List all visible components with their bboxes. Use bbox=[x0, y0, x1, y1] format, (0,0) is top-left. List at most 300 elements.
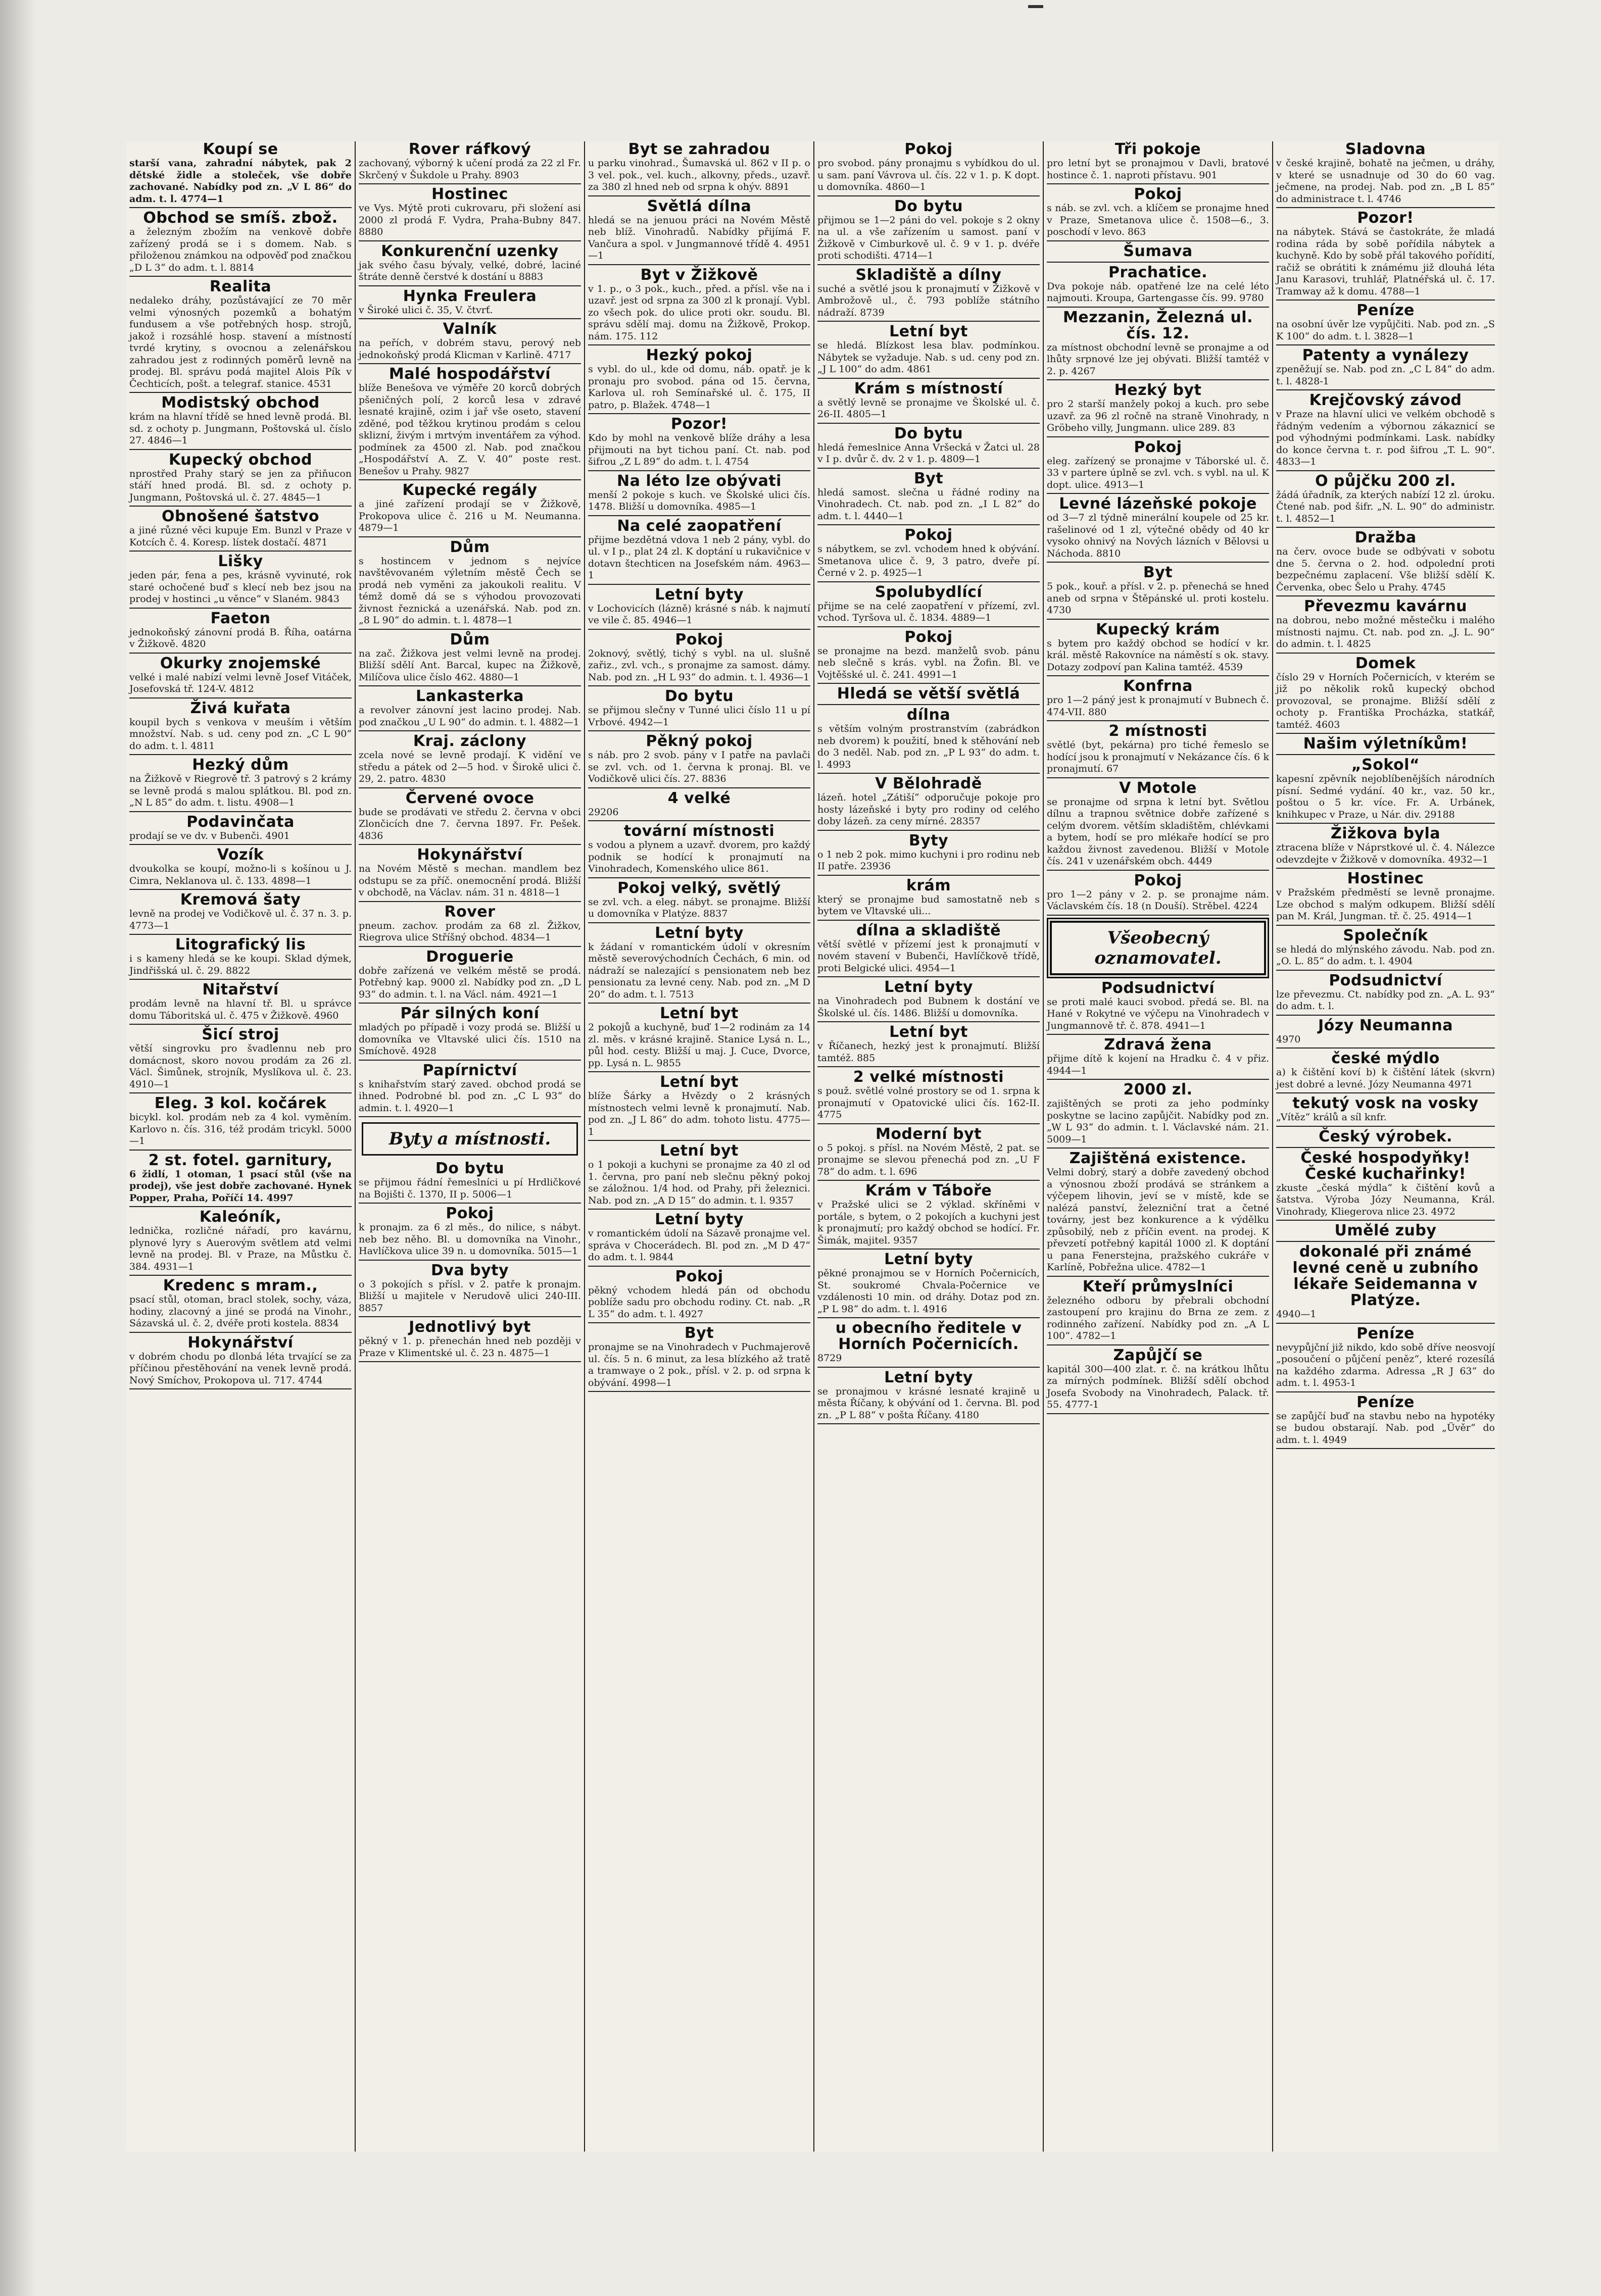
ad-body: s vybl. do ul., kde od domu, náb. opatř. je k pronaju pro svobod. pána od 15. června, Karlova ul. roh Semínařské ul. č. 175, II patro, p. Blažek. 4748—1 bbox=[588, 364, 810, 411]
ad-title: Kredenc s mram., bbox=[163, 1277, 318, 1294]
ad-body: jak svého času bývaly, velké, dobré, laciné štráte denně čerstvé k dostání u 8883 bbox=[359, 259, 581, 282]
classified-ad bbox=[359, 1063, 581, 1118]
classified-ad bbox=[1047, 141, 1269, 184]
ad-body: na dobrou, nebo možné městečku i malého místnosti najmu. Ct. nab. pod zn. „J. L. 90“ do admin. t. l. 4825 bbox=[1276, 615, 1495, 650]
ad-body: „Vítěz“ králů a síl knfr. bbox=[1276, 1112, 1387, 1123]
classifieds-column-1 bbox=[126, 141, 355, 2152]
classified-ad bbox=[817, 923, 1040, 978]
classified-ad bbox=[359, 288, 581, 320]
ad-title: Zapůjčí se bbox=[1113, 1346, 1203, 1364]
ad-title: české mýdlo bbox=[1331, 1050, 1440, 1067]
classified-ad bbox=[817, 1320, 1040, 1368]
ad-body: Kdo by mohl na venkově blíže dráhy a lesa přijmouti na byt tichou paní. Ct. nab. pod šifrou „Z L 89“ do adm. t. l. 4754 bbox=[588, 432, 810, 467]
ad-title: Do bytu bbox=[894, 197, 963, 215]
ad-body: nprostřed Prahy starý se jen za přiňucon stáří hned prodá. Bl. sd. z ochoty p. Jungmann, Poštovská ul. č. 27. 4845—1 bbox=[129, 468, 352, 503]
ad-title: Kupecký obchod bbox=[169, 451, 312, 469]
ad-title: Peníze bbox=[1356, 1393, 1415, 1411]
ad-title: Pokoj bbox=[904, 526, 953, 544]
ad-title: 2 st. fotel. garnitury, bbox=[148, 1151, 333, 1169]
ad-body: Dva pokoje náb. opatřené lze na celé léto najmouti. Kroupa, Gartengasse čís. 99. 9780 bbox=[1047, 280, 1269, 304]
ad-title: Hokynářství bbox=[187, 1333, 294, 1352]
ad-title: V Motole bbox=[1119, 779, 1197, 797]
ad-title: Lankasterka bbox=[416, 687, 524, 705]
classified-ad bbox=[817, 776, 1040, 831]
classified-ad bbox=[129, 1027, 352, 1093]
classified-ad bbox=[588, 347, 810, 414]
classified-ad bbox=[129, 141, 352, 208]
classified-ad bbox=[588, 1006, 810, 1072]
classified-ad bbox=[359, 141, 581, 184]
classified-ad bbox=[588, 823, 810, 878]
ad-title: Eleg. 3 kol. kočárek bbox=[154, 1094, 327, 1112]
ad-title: Letní byty bbox=[655, 924, 744, 942]
ad-title: Pozor! bbox=[670, 415, 728, 433]
classifieds-column-6 bbox=[1273, 141, 1498, 2152]
ad-title: dílna a skladiště bbox=[856, 921, 1001, 939]
classified-ad bbox=[1047, 1151, 1269, 1277]
ad-body: blíže Benešova ve výměře 20 korců dobrých pšeničných polí, 2 korců lesa v zdravé lesnaté krajině, ozim i jař vše oseto, stavení zděné, pod těžkou krytinou prodám s celou sklizní, živým i mrtvým inventářem za výhod. podmínek za 4500 zl. Nab. pod značkou „Hospodářství A. Z. V. 40“ poste rest. Benešov u Prahy. 9827 bbox=[359, 382, 581, 477]
ad-title: Konfrna bbox=[1123, 677, 1193, 695]
ad-title: 4 velké bbox=[667, 789, 731, 807]
ad-title: 2000 zl. bbox=[1123, 1081, 1193, 1099]
ad-title: Kupecké regály bbox=[402, 481, 538, 499]
classified-ad bbox=[129, 395, 352, 450]
ad-title: České hospodyňky! České kuchařinky! bbox=[1300, 1149, 1471, 1183]
classified-ad bbox=[1276, 210, 1495, 301]
ad-title: „Sokol“ bbox=[1351, 756, 1420, 774]
classified-ad bbox=[588, 1074, 810, 1141]
ad-body: dobře zařízená ve velkém městě se prodá. Potřebný kap. 9000 zl. Nabídky pod zn. „D L 93“ do admin. t. l. na Václ. nám. 4921—1 bbox=[359, 965, 581, 1000]
ad-body: který se pronajme bud samostatně neb s bytem ve Vltavské uli... bbox=[817, 893, 1040, 917]
ad-body: se hledá. Blízkost lesa blav. podmínkou. Nábytek se vyžaduje. Nab. s ud. ceny pod zn. „J L 100“ do adm. 4861 bbox=[817, 340, 1040, 375]
classified-ad bbox=[817, 686, 1040, 705]
ad-body: lednička, rozličné nářadí, pro kavárnu, plynové lyry s Auerovým světlem atd velmi levně na prodej. Bl. v Praze, na Můstku č. 384. 4931—1 bbox=[129, 1225, 352, 1272]
ad-body: pěkný v 1. p. přenechán hned neb později v Praze v Klimentské ul. č. 23 n. 4875—1 bbox=[359, 1335, 581, 1359]
classified-ad bbox=[817, 584, 1040, 627]
classifieds-column-3 bbox=[585, 141, 813, 2152]
ad-body: o 1 pokoji a kuchyni se pronajme za 40 zl od 1. června, pro paní neb slečnu pěkný pokoj se záložnou. 1/4 hod. od Prahy, při železnici. Nab. pod zn. „A D 15“ do admin. t. l. 9357 bbox=[588, 1159, 810, 1206]
classified-ad bbox=[1276, 928, 1495, 971]
classified-ad bbox=[129, 1153, 352, 1208]
classified-ad bbox=[588, 1143, 810, 1210]
ad-title: Letní byty bbox=[884, 978, 973, 996]
ad-title: Józy Neumanna bbox=[1318, 1016, 1453, 1034]
ad-title: Jednotlivý byt bbox=[409, 1318, 531, 1336]
classified-ad bbox=[817, 979, 1040, 1022]
classified-ad bbox=[817, 629, 1040, 684]
ad-title: Podsudnictví bbox=[1329, 971, 1442, 989]
ad-title: Peníze bbox=[1356, 302, 1415, 319]
classified-ad bbox=[359, 847, 581, 902]
ad-body: v romantickém údolí na Sázavě pronajme vel. správa v Chocerádech. Bl. pod zn. „M D 47“ do adm. t. l. 9844 bbox=[588, 1228, 810, 1263]
ad-title: Faeton bbox=[210, 609, 271, 627]
ad-body: psací stůl, otoman, bracl stolek, sochy, váza, hodiny, zlacovný a jiné se prodá na Vinohr., Sázavská ul. č. 2, dvéře proti kostela. 8834 bbox=[129, 1294, 352, 1329]
classified-ad bbox=[359, 1206, 581, 1261]
classified-ad bbox=[129, 611, 352, 654]
ad-title: V Bělohradě bbox=[875, 775, 982, 792]
ad-body: s nábytkem, se zvl. vchodem hned k obývání. Smetanova ulice č. 9, 3 patro, dveře pí. Černé v 2. p. 4925—1 bbox=[817, 543, 1040, 578]
ad-body: pro svobod. pány pronajmu s vybídkou do ul. u sam. paní Vávrova ul. čís. 22 v 1. p. K dopt. u domovníka. 4860—1 bbox=[817, 158, 1040, 192]
ad-title: Dražba bbox=[1354, 529, 1417, 546]
ad-title: Letní byt bbox=[889, 323, 968, 340]
ad-title: Pokoj bbox=[904, 141, 953, 158]
ad-body: jeden pár, fena a pes, krásně vyvinuté, rok staré ochočené buď s klecí neb bez jsou na prodej v hostinci „u věnce“ v Slaném. 9843 bbox=[129, 570, 352, 605]
ad-body: s bytem pro každý obchod se hodící v kr. král. městě Rakovníce na náměstí s ok. stavy. Dotazy zodpoví pan Kalina tamtéž. 4539 bbox=[1047, 637, 1269, 673]
classified-ad bbox=[588, 632, 810, 687]
ad-body: o 3 pokojích s přísl. v 2. patře k pronajm. Bližší u majitele v Nerudově ulici 240-III. 8857 bbox=[359, 1278, 581, 1314]
ad-title: Kupecký krám bbox=[1096, 620, 1220, 638]
ad-title: Letní byt bbox=[660, 1005, 739, 1022]
classified-ad bbox=[1047, 1037, 1269, 1080]
ad-body: u parku vinohrad., Šumavská ul. 862 v II p. o 3 vel. pok., vel. kuch., alkovny, předs., uzavř. za 380 zl hned neb od srpna k ohýv. 8891 bbox=[588, 158, 810, 192]
classified-ad bbox=[1276, 736, 1495, 755]
classified-ad bbox=[129, 1278, 352, 1333]
ad-body: 8729 bbox=[817, 1353, 842, 1364]
ad-title: Pokoj bbox=[904, 628, 953, 646]
ad-title: Malé hospodářství bbox=[389, 365, 551, 383]
classified-ad bbox=[359, 1263, 581, 1318]
classified-ad bbox=[588, 416, 810, 471]
ad-title: Dům bbox=[450, 630, 490, 648]
classified-ad bbox=[1276, 1326, 1495, 1392]
ad-title: Letní byty bbox=[884, 1368, 973, 1386]
ad-body: ve Vys. Mýtě proti cukrovaru, při složení asi 2000 zl prodá F. Vydra, Praha-Bubny 847. 8880 bbox=[359, 203, 581, 237]
classified-ad bbox=[1047, 1279, 1269, 1345]
ad-body: se zapůjčí buď na stavbu nebo na hypotéky se budou obstarají. Nab. pod „Üvěr“ do adm. t. l. 4949 bbox=[1276, 1410, 1495, 1445]
newspaper-classifieds bbox=[126, 141, 1498, 2152]
ad-title: Hezký dům bbox=[192, 756, 289, 774]
classified-ad bbox=[1047, 873, 1269, 916]
ad-title: Šicí stroj bbox=[202, 1026, 279, 1043]
ad-body: s náb. se zvl. vch. a klíčem se pronajme hned v Praze, Smetanova ulice č. 1508—6., 3. poschodí v levo. 863 bbox=[1047, 203, 1269, 237]
classified-ad bbox=[1047, 265, 1269, 308]
ad-body: kapesní zpěvník nejoblíbenějších národních písní. Sedmé vydání. 40 kr., vaz. 50 kr., poštou o 5 kr. více. Fr. A. Urbánek, knihkupec v Praze, u Nár. div. 29188 bbox=[1276, 773, 1495, 820]
ad-body: k žádaní v romantickém údolí v okresním městě severovýchodních Čechách, 6 min. od nádraží se nalezající s pensionatem neb bez pensionatu za levné ceny. Nab. pod zn. „M D 20“ do adm. t. l. 7513 bbox=[588, 941, 810, 1000]
ad-title: Hynka Freulera bbox=[403, 287, 537, 305]
ad-title: krám bbox=[906, 876, 951, 894]
ad-title: Kteří průmyslníci bbox=[1082, 1277, 1234, 1295]
classified-ad bbox=[1047, 496, 1269, 563]
ad-body: přijme se na celé zaopatření v přízemí, zvl. vchod. Tyršova ul. č. 1834. 4889—1 bbox=[817, 600, 1040, 623]
ad-body: lze převezmu. Ct. nabídky pod zn. „A. L. 93“ do adm. t. l. bbox=[1276, 988, 1495, 1012]
ad-body: číslo 29 v Horních Počernicích, v kterém se již po několik roků kupecký obchod provozoval, se pronajme. Bližší sdělí z ochoty p. Františka Procházka, statkář, tamtéž. 4603 bbox=[1276, 671, 1495, 730]
ad-body: 2oknový, světlý, tichý s vybl. na ul. slušně zařiz., zvl. vch., s pronajme za samost. dámy. Nab. pod zn. „H L 93“ do admin. t. l. 4936—1 bbox=[588, 647, 810, 683]
ad-title: Nitařství bbox=[202, 981, 279, 999]
classified-ad bbox=[129, 701, 352, 756]
ad-body: prodám levně na hlavní tř. Bl. u správce domu Táboritská ul. č. 475 v Žižkově. 4960 bbox=[129, 998, 352, 1021]
classified-ad bbox=[588, 587, 810, 630]
ad-body: pro 2 starší manžely pokoj a kuch. pro sebe uzavř. za 96 zl ročně na straně Vinohrady, n Gröbeho villy, Jungmann. ulice 289. 83 bbox=[1047, 398, 1269, 433]
classified-ad bbox=[817, 1370, 1040, 1425]
ad-body: s hostincem v jednom s nejvíce navštěvovaném výletním městě Čech se prodá neb vyměni za jakoukoli realitu. V témž domě dá se s výhodou provozovati živnost řeznická a uzenářská. Nab. pod zn. „8 L 90“ do admin. t. l. 4878—1 bbox=[359, 555, 581, 626]
ad-title: Krám s místností bbox=[854, 379, 1003, 397]
ad-title: Hezký pokoj bbox=[646, 346, 753, 364]
ad-title: Byt v Žižkově bbox=[640, 266, 758, 284]
classified-ad bbox=[588, 880, 810, 923]
ad-body: a světlý levně se pronajme ve Školské ul. č. 26-II. 4805—1 bbox=[817, 396, 1040, 420]
ad-body: v Pražském předměstí se levně pronajme. Lze obchod s malým odkupem. Bližší sdělí pan M. Král, Jungman. tř. č. 25. 4914—1 bbox=[1276, 887, 1495, 922]
ad-title: Lišky bbox=[218, 553, 263, 570]
ad-body: a jiné zařízení prodají se v Žižkově, Prokopova ulice č. 216 u M. Neumanna. 4879—1 bbox=[359, 498, 581, 533]
classified-ad bbox=[817, 833, 1040, 876]
classified-ad bbox=[1276, 1223, 1495, 1242]
ad-title: Kraj. záclony bbox=[413, 732, 527, 750]
ad-body: eleg. zařízený se pronajme v Táborské ul. č. 33 v partere úplně se zvl. vch. s vybl. na ul. K dopt. ulice. 4913—1 bbox=[1047, 455, 1269, 490]
classified-ad bbox=[129, 656, 352, 698]
classified-ad bbox=[588, 1212, 810, 1267]
ad-title: Letní byty bbox=[655, 1211, 744, 1228]
ad-body: světlé (byt, pekárna) pro tiché řemeslo se hodící jsou k pronajmutí v Nekázance čís. 6 k pronajmutí. 67 bbox=[1047, 739, 1269, 774]
classified-ad bbox=[129, 452, 352, 507]
ad-body: s použ. světlé volné prostory se od 1. srpna k pronajmutí v Opatovické ulici čís. 162-II. 4775 bbox=[817, 1085, 1040, 1120]
ad-body: od 3—7 zl týdně minerální koupele od 25 kr. rašelinové od 1 zl, výtečné obědy od 40 kr vysoko ohnivý na Nových lázních v Bělovsi u Náchoda. 8810 bbox=[1047, 512, 1269, 559]
classified-ad bbox=[1047, 980, 1269, 1035]
classifieds-column-2 bbox=[356, 141, 584, 2152]
ad-body: o 1 neb 2 pok. mimo kuchyni i pro rodinu neb II patře. 23936 bbox=[817, 848, 1040, 872]
ad-body: se pronajme na bezd. manželů svob. pánu neb slečně s krás. vybl. na Žofin. Bl. ve Vojtěšské ul. č. 241. 4991—1 bbox=[817, 645, 1040, 680]
ad-body: pěkné pronajmou se v Horních Počernicích, St. soukromé Chvala-Počernice ve vzdálenosti 10 min. od dráhy. Dotaz pod zn. „P L 98“ do adm. t. l. 4916 bbox=[817, 1268, 1040, 1315]
ad-title: Na léto lze obývati bbox=[617, 472, 782, 490]
ad-title: Domek bbox=[1355, 654, 1416, 672]
classified-ad bbox=[817, 878, 1040, 921]
classified-ad bbox=[1047, 780, 1269, 871]
classified-ad bbox=[129, 982, 352, 1025]
classified-ad bbox=[359, 539, 581, 630]
classified-ad bbox=[817, 1126, 1040, 1181]
ad-body: velké i malé nabízí velmi levně Josef Vitáček, Josefovská tř. 124-V. 4812 bbox=[129, 671, 352, 694]
ad-title: tekutý vosk na vosky bbox=[1292, 1094, 1479, 1112]
ad-body: i s kameny hledá se ke koupi. Sklad dýmek, Jindřišská ul. č. 29. 8822 bbox=[129, 953, 352, 976]
ad-body: s vodou a plynem a uzavř. dvorem, pro každý podnik se hodící k pronajmutí na Vinohradech, Komenského ulice 861. bbox=[588, 839, 810, 874]
classified-ad bbox=[1276, 303, 1495, 345]
classified-ad bbox=[1276, 598, 1495, 654]
ad-body: v Široké ulici č. 35, V. čtvrť. bbox=[359, 304, 493, 316]
ad-body: zachovaný, výborný k učení prodá za 22 zl Fr. Skrčený v Šukdole u Prahy. 8903 bbox=[359, 158, 581, 181]
ad-title: Rover ráfkový bbox=[408, 141, 531, 158]
classified-ad bbox=[129, 279, 352, 393]
ad-title: Valník bbox=[443, 320, 497, 338]
ad-body: v Praze na hlavní ulici ve velkém obchodě s řádným vedením a výbornou zákaznicí se pod výhodnými podmínkami. Lask. nabídky do konce června t. r. pod šifrou „T. L. 90“. 4833—1 bbox=[1276, 409, 1495, 467]
classified-ad bbox=[359, 1319, 581, 1362]
ad-body: se přijmou slečny v Tunné ulici číslo 11 u pí Vrbové. 4942—1 bbox=[588, 705, 810, 728]
ad-body: pronajme se na Vinohradech v Puchmajerově ul. čís. 5 n. 6 minut, za lesa blízkého až tratě a tramwaye o 2 pok., přísl. v 2. p. od srpna k obývání. 4998—1 bbox=[588, 1341, 810, 1388]
classified-ad bbox=[1276, 1129, 1495, 1148]
ad-body: větší světlé v přízemí jest k pronajmutí v novém stavení v Bubenči, Havlíčkově třídě, proti Belgické ulici. 4954—1 bbox=[817, 938, 1040, 974]
classified-ad bbox=[129, 892, 352, 935]
ad-body: blíže Šárky a Hvězdy o 2 krásných místnostech velmi levně k pronajmutí. Nab. pod zn. „J L 86“ do adm. tohoto listu. 4775—1 bbox=[588, 1090, 810, 1137]
scan-mark bbox=[1028, 5, 1043, 8]
classified-ad bbox=[1047, 622, 1269, 677]
ad-body: bicykl. kol. prodám neb za 4 kol. vyměním. Karlovo n. čís. 316, též prodám tricykl. 5000—1 bbox=[129, 1112, 352, 1146]
ad-title: Skladiště a dílny bbox=[855, 266, 1002, 284]
classified-ad bbox=[817, 707, 1040, 774]
classified-ad bbox=[588, 267, 810, 346]
ad-body: kapitál 300—400 zlat. r. č. na krátkou lhůtu za mírných podmínek. Bližší sdělí obchod Josefa Svobody na Vinohradech, Palack. tř. 55. 4777-1 bbox=[1047, 1363, 1269, 1410]
ad-title: O půjčku 200 zl. bbox=[1315, 472, 1456, 490]
classified-ad bbox=[359, 482, 581, 537]
ad-body: 4940—1 bbox=[1276, 1309, 1317, 1320]
ad-body: s náb. pro 2 svob. pány v I patře na pavlači se zvl. vch. od 1. června k pronaj. Bl. ve Vodičkově ulici čís. 27. 8836 bbox=[588, 750, 810, 784]
scan-shadow bbox=[0, 0, 35, 2296]
classified-ad bbox=[588, 1325, 810, 1392]
ad-body: v Pražské ulici se 2 výklad. skříněmi v portále, s bytem, o 2 pokojích a kuchyni jest k pronajmutí; pro každý obchod se hodící. Fr. Šimák, majitel. 9357 bbox=[817, 1199, 1040, 1246]
ad-title: Na celé zaopatření bbox=[617, 517, 782, 535]
ad-title: Pěkný pokoj bbox=[646, 732, 753, 750]
ad-title: Sladovna bbox=[1345, 141, 1426, 158]
classified-ad bbox=[1276, 141, 1495, 208]
ad-body: větší singrovku pro švadlennu neb pro domácnost, skoro novou prodám za 26 zl. Václ. Šimůnek, strojník, Myslíkova ul. č. 23. 4910—1 bbox=[129, 1043, 352, 1090]
ad-title: Droguerie bbox=[426, 947, 514, 966]
classified-ad bbox=[588, 790, 810, 822]
ad-body: 4970 bbox=[1276, 1033, 1301, 1045]
classified-ad bbox=[1276, 347, 1495, 390]
classified-ad bbox=[588, 733, 810, 788]
ad-title: Moderní byt bbox=[875, 1125, 982, 1143]
ad-title: Rover bbox=[444, 903, 496, 921]
ad-title: Byt bbox=[1143, 564, 1173, 581]
ad-body: se pronajme od srpna k letní byt. Světlou dílnu a trapnou světnice dobře zařízené s celým dvorem. větším skladištěm, chlévkami a bytem, hodí se pro mlékaře hodící se pro každou živnost zavedenou. Bližší v Motole čís. 241 v uzenářském obch. 4449 bbox=[1047, 796, 1269, 867]
ad-title: Pokoj bbox=[675, 630, 723, 648]
ad-title: Živá kuřata bbox=[190, 699, 291, 717]
classified-ad bbox=[1276, 1018, 1495, 1049]
ad-body: bude se prodávati ve středu 2. června v obci Zlončicích dne 7. června 1897. Fr. Pešek. 4836 bbox=[359, 806, 581, 841]
classified-ad bbox=[1276, 656, 1495, 734]
classified-ad bbox=[1047, 382, 1269, 437]
ad-body: v 1. p., o 3 pok., kuch., před. a přísl. vše na i uzavř. jest od srpna za 300 zl k pronají. Vybl. zo všech pok. do ulice proti okr. soudu. Bl. správu sdělí maj. domu na Žižkově, Prokop. nám. 175. 112 bbox=[588, 283, 810, 342]
ad-title: Umělé zuby bbox=[1334, 1222, 1437, 1239]
classified-ad bbox=[588, 518, 810, 585]
ad-title: Peníze bbox=[1356, 1324, 1415, 1342]
ad-title: Pokoj bbox=[675, 1267, 723, 1285]
ad-title: Hezký byt bbox=[1114, 381, 1202, 399]
classified-ad bbox=[1047, 243, 1269, 263]
ad-body: pro letní byt se pronajmou v Davli, bratové hostince č. 1. naproti přístavu. 901 bbox=[1047, 158, 1269, 181]
classified-ad bbox=[817, 471, 1040, 526]
classified-ad bbox=[129, 554, 352, 609]
classified-ad bbox=[129, 509, 352, 552]
ad-title: Pokoj bbox=[446, 1205, 494, 1222]
classified-ad bbox=[129, 1209, 352, 1276]
ad-title: Do bytu bbox=[664, 687, 734, 705]
ad-body: levně na prodej ve Vodičkově ul. č. 37 n. 3. p. 4773—1 bbox=[129, 908, 352, 931]
ad-body: ztracena blíže v Náprstkové ul. č. 4. Nálezce odevzdejte v Žižkově v domovníka. 4932—1 bbox=[1276, 842, 1495, 865]
ad-body: Velmi dobrý, starý a dobře zavedený obchod a výnosnou zboží prodává se stránkem a výčepem lihovin, jeví se v místě, kde se nalézá panství, železniční trat a četné továrny, jest bez konkurence a k výdělku způsobilý, neb z příčin event. na prodej. K převzetí potřebný kapitál 1000 zl. K doptání u pana Fenerstejna, pražského cukráře v Karlíně, Pobřežna ulice. 4782—1 bbox=[1047, 1167, 1269, 1273]
classified-ad bbox=[1047, 678, 1269, 721]
classified-ad bbox=[588, 198, 810, 265]
ad-title: Červené ovoce bbox=[405, 789, 535, 807]
classified-ad bbox=[588, 141, 810, 196]
ad-body: na Novém Městě s mechan. mandlem bez odstupu se za příč. onemocnění prodá. Bližší v obchodě, na Václav. nám. 31 n. 4818—1 bbox=[359, 863, 581, 898]
classified-ad bbox=[1047, 310, 1269, 381]
ad-title: Našim výletníkům! bbox=[1303, 735, 1468, 753]
section-heading-box: Všeobecný oznamovatel. bbox=[1050, 921, 1266, 975]
classified-ad bbox=[129, 210, 352, 277]
classified-ad bbox=[129, 1095, 352, 1151]
classified-ad bbox=[1276, 1095, 1495, 1127]
classified-ad bbox=[1047, 1082, 1269, 1149]
classified-ad bbox=[1276, 473, 1495, 528]
ad-body: na nábytek. Stává se častokráte, že mladá rodina ráda by sobě pořídila nábytek a kuchyně. Kdo by sobě přál takového pořídití, račiž se obrátiti k známému již dlouhá léta Janu Karasovi, truhlář, Platnéřská ul. č. 17. Tramway až k domu. 4788—1 bbox=[1276, 226, 1495, 297]
ad-body: se pronajmou v krásné lesnaté krajině u města Říčany, k obývání od 1. června. Bl. pod zn. „P L 88“ v pošta Říčany. 4180 bbox=[817, 1385, 1040, 1421]
ad-body: pro 1—2 páný jest k pronajmutí v Bubnech č. 474-VII. 880 bbox=[1047, 694, 1269, 718]
ad-title: Krám v Táboře bbox=[865, 1182, 992, 1200]
classified-ad bbox=[1276, 757, 1495, 824]
ad-title: 2 velké místnosti bbox=[853, 1068, 1004, 1086]
ad-body: 5 pok., kouř. a přísl. v 2. p. přenechá se hned aneb od srpna v Štěpánské ul. proti kostelu. 4730 bbox=[1047, 581, 1269, 616]
classified-ad bbox=[129, 757, 352, 812]
ad-title: Koupí se bbox=[203, 141, 278, 158]
ad-title: Letní byty bbox=[884, 1251, 973, 1268]
ad-body: o 5 pokoj. s přísl. na Novém Městě, 2 pat. se pronajme se slevou přenechá pod zn. „U F 78“ do adm. t. l. 696 bbox=[817, 1142, 1040, 1177]
ad-body: přijmou se 1—2 páni do vel. pokoje s 2 okny na ul. a vše zařízením u samost. paní v Žižkově v Cimburkově ul. č. 9 v 1. p. dvéře proti schodišti. 4714—1 bbox=[817, 214, 1040, 261]
ad-title: u obecního ředitele v Horních Počernicích. bbox=[835, 1319, 1022, 1353]
ad-title: Český výrobek. bbox=[1319, 1127, 1452, 1145]
classified-ad bbox=[817, 267, 1040, 322]
classified-ad bbox=[359, 1161, 581, 1204]
classified-ad bbox=[359, 243, 581, 286]
ad-body: mladých po případě i vozy prodá se. Bližší u domovníka ve Vltavské ulici čís. 1510 na Smíchově. 4928 bbox=[359, 1022, 581, 1057]
ad-title: Hostinec bbox=[1347, 870, 1424, 887]
section-heading-box: Byty a místnosti. bbox=[362, 1122, 578, 1156]
ad-title: Kaleóník, bbox=[199, 1208, 282, 1226]
ad-body: na Žižkově v Riegrově tř. 3 patrový s 2 krámy se levně prodá s malou splátkou. Bl. pod zn. „N L 85“ do adm. t. listu. 4908—1 bbox=[129, 773, 352, 808]
ad-title: Pokoj bbox=[1134, 871, 1182, 889]
ad-body: zajištěných se proti za jeho podmínky poskytne se lacino zapůjčit. Nabídky pod zn. „W L 93“ do admin. t. l. Václavské nám. 21. 5009—1 bbox=[1047, 1098, 1269, 1145]
ad-title: Levné lázeňské pokoje bbox=[1059, 495, 1257, 513]
ad-title: Hokynářství bbox=[417, 846, 523, 864]
ad-body: v Říčanech, hezký jest k pronajmutí. Bližší tamtéž. 885 bbox=[817, 1040, 1040, 1064]
ad-title: Obchod se smíš. zbož. bbox=[143, 209, 338, 227]
ad-body: v Lochovicích (lázně) krásné s náb. k najmutí ve vile č. 85. 4946—1 bbox=[588, 603, 810, 626]
ad-title: Podavinčata bbox=[186, 813, 295, 831]
classified-ad bbox=[129, 814, 352, 845]
ad-body: pro 1—2 pány v 2. p. se pronajme nám. Václavském čís. 18 (n Douší). Strěbel. 4224 bbox=[1047, 888, 1269, 912]
ad-title: Byt se zahradou bbox=[628, 141, 770, 158]
ad-body: s knihařstvím starý zaved. obchod prodá se ihned. Podrobné bl. pod zn. „C L 93“ do admin. t. l. 4920—1 bbox=[359, 1078, 581, 1114]
ad-body: na peřích, v dobrém stavu, perový neb jednokoňský prodá Klicman v Karlině. 4717 bbox=[359, 337, 581, 361]
ad-title: Byt bbox=[913, 469, 944, 487]
classifieds-column-4 bbox=[814, 141, 1043, 2152]
ad-body: hledá samost. slečna u řádné rodiny na Vinohradech. Ct. nab. pod zn. „I L 82“ do adm. t. l. 4440—1 bbox=[817, 486, 1040, 522]
classified-ad bbox=[588, 925, 810, 1004]
ad-title: Modistský obchod bbox=[161, 394, 320, 412]
classified-ad bbox=[817, 381, 1040, 424]
ad-title: Konkurenční uzenky bbox=[381, 242, 559, 260]
ad-title: Litografický lis bbox=[175, 936, 306, 954]
ad-body: zpeněžují se. Nab. pod zn. „C L 84“ do adm. t. l. 4828-1 bbox=[1276, 364, 1495, 387]
ad-body: za místnost obchodní levně se pronajme a od lhůty srpnové lze jej obývati. Bližší tamtéž v 2. p. 4267 bbox=[1047, 341, 1269, 377]
ad-title: Letní byt bbox=[889, 1023, 968, 1041]
ad-title: Dům bbox=[450, 538, 490, 556]
ad-title: Papírnictví bbox=[422, 1061, 517, 1079]
classified-ad bbox=[359, 733, 581, 788]
ad-title: Prachatice. bbox=[1108, 263, 1208, 281]
ad-body: pěkný vchodem hledá pán od obchodu poblíže sadu pro obchodu rodiny. Ct. nab. „R L 35“ do adm. t. l. 4927 bbox=[588, 1284, 810, 1320]
ad-body: a železným zbožím na venkově dobře zařízený prodá se i s domem. Nab. s přiloženou známkou na odpověď pod značkou „D L 3“ do adm. t. l. 8814 bbox=[129, 226, 352, 273]
ad-body: v české krajině, bohatě na ječmen, u dráhy, v které se usnadnuje od 30 do 60 vag. ječmene, na prodej. Nab. pod zn. „B L 85“ do administrace t. l. 4746 bbox=[1276, 158, 1495, 205]
classified-ad bbox=[817, 141, 1040, 196]
ad-title: Do bytu bbox=[435, 1160, 505, 1177]
classified-ad bbox=[129, 847, 352, 890]
classified-ad bbox=[1276, 1051, 1495, 1093]
classified-ad bbox=[129, 1335, 352, 1390]
ad-title: Byty bbox=[908, 831, 949, 850]
ad-body: na červ. ovoce bude se odbývati v sobotu dne 5. června o 2. hod. odpolední proti bezpečnému zaplacení. Vše bližší sdělí K. Červenka, obec Šelo u Prahy. 4745 bbox=[1276, 546, 1495, 593]
ad-body: na osobní úvěr lze vypůjčiti. Nab. pod zn. „S K 100“ do adm. t. l. 3828—1 bbox=[1276, 319, 1495, 342]
classified-ad bbox=[1047, 565, 1269, 620]
ad-body: menší 2 pokoje s kuch. ve Školské ulici čís. 1478. Bližší u domovníka. 4985—1 bbox=[588, 489, 810, 512]
ad-title: Žižkova byla bbox=[1330, 825, 1441, 842]
